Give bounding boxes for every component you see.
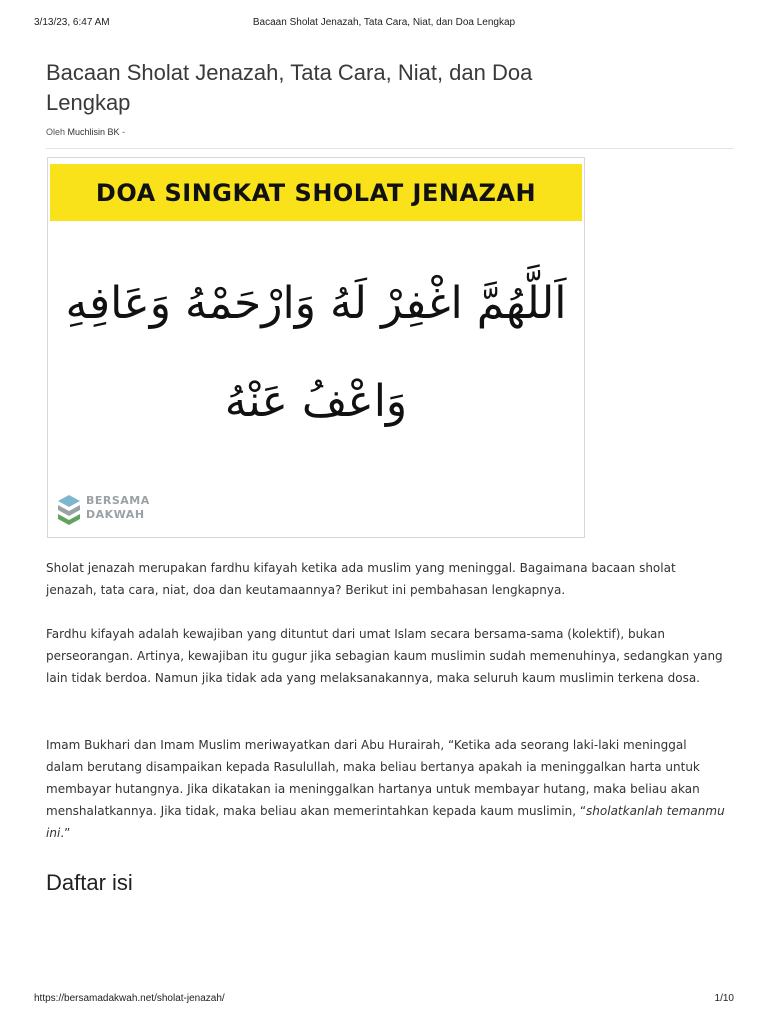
paragraph-intro: Sholat jenazah merupakan fardhu kifayah ketika ada muslim yang meninggal. Bagaimana bacaan sholat jenazah, tata cara, niat, doa dan keutamaannya? Berikut ini pembahasan lengkapnya. [46,561,676,597]
toc-heading: Daftar isi [46,870,133,895]
book-stack-icon [56,493,82,525]
author-link[interactable]: Muchlisin BK [67,127,120,137]
featured-image [47,157,585,538]
print-url: https://bersamadakwah.net/sholat-jenazah/ [34,993,225,1004]
bersama-dakwah-logo [56,489,166,529]
paragraph-fardhu-kifayah: Fardhu kifayah adalah kewajiban yang dituntut dari umat Islam secara bersama-sama (kolektif), bukan perseorangan. Artinya, kewajiban itu gugur jika sebagian kaum muslimin sudah memenuhinya, sedangkan yang lain tidak berdoa. Namun jika tidak ada yang melaksanakannya, maka seluruh kaum muslimin terkena dosa. [46,627,723,685]
featured-banner: DOA SINGKAT SHOLAT JENAZAH [50,164,582,221]
hadith-quote-emphasis: sholatkanlah temanmu ini [46,804,725,840]
arabic-prayer-line-2: وَاعْفُ عَنْهُ [224,376,408,427]
print-datetime: 3/13/23, 6:47 AM [34,17,110,28]
byline-prefix: Oleh [46,127,66,137]
hadith-text: Imam Bukhari dan Imam Muslim meriwayatkan dari Abu Hurairah, “Ketika ada seorang laki-laki meninggal dalam berutang disampaikan kepada Rasulullah, maka beliau bertanya apakah ia meninggalkan harta untuk membayar hutangnya. Jika dikatakan ia meninggalkan hartanya untuk membayar hutang, maka beliau akan menshalatkannya. Jika tidak, maka beliau akan memerintahkan kepada kaum muslimin, “ [46,738,700,818]
paragraph-hadith [46,734,726,844]
byline [46,127,125,137]
print-header [34,17,734,31]
hadith-quote-end: .” [60,826,71,840]
byline-suffix: - [119,127,126,137]
logo-line-2: DAKWAH [86,508,145,521]
article-title: Bacaan Sholat Jenazah, Tata Cara, Niat, dan Doa Lengkap [46,60,533,115]
title-divider [46,148,734,149]
arabic-prayer-line-1: اَللَّهُمَّ اغْفِرْ لَهُ وَارْحَمْهُ وَعَافِهِ [65,278,567,329]
print-page-title: Bacaan Sholat Jenazah, Tata Cara, Niat, dan Doa Lengkap [252,17,516,28]
logo-line-1: BERSAMA [86,494,150,507]
logo-wordmark [86,494,150,522]
page-counter: 1/10 [714,993,734,1004]
print-footer [34,993,734,1007]
